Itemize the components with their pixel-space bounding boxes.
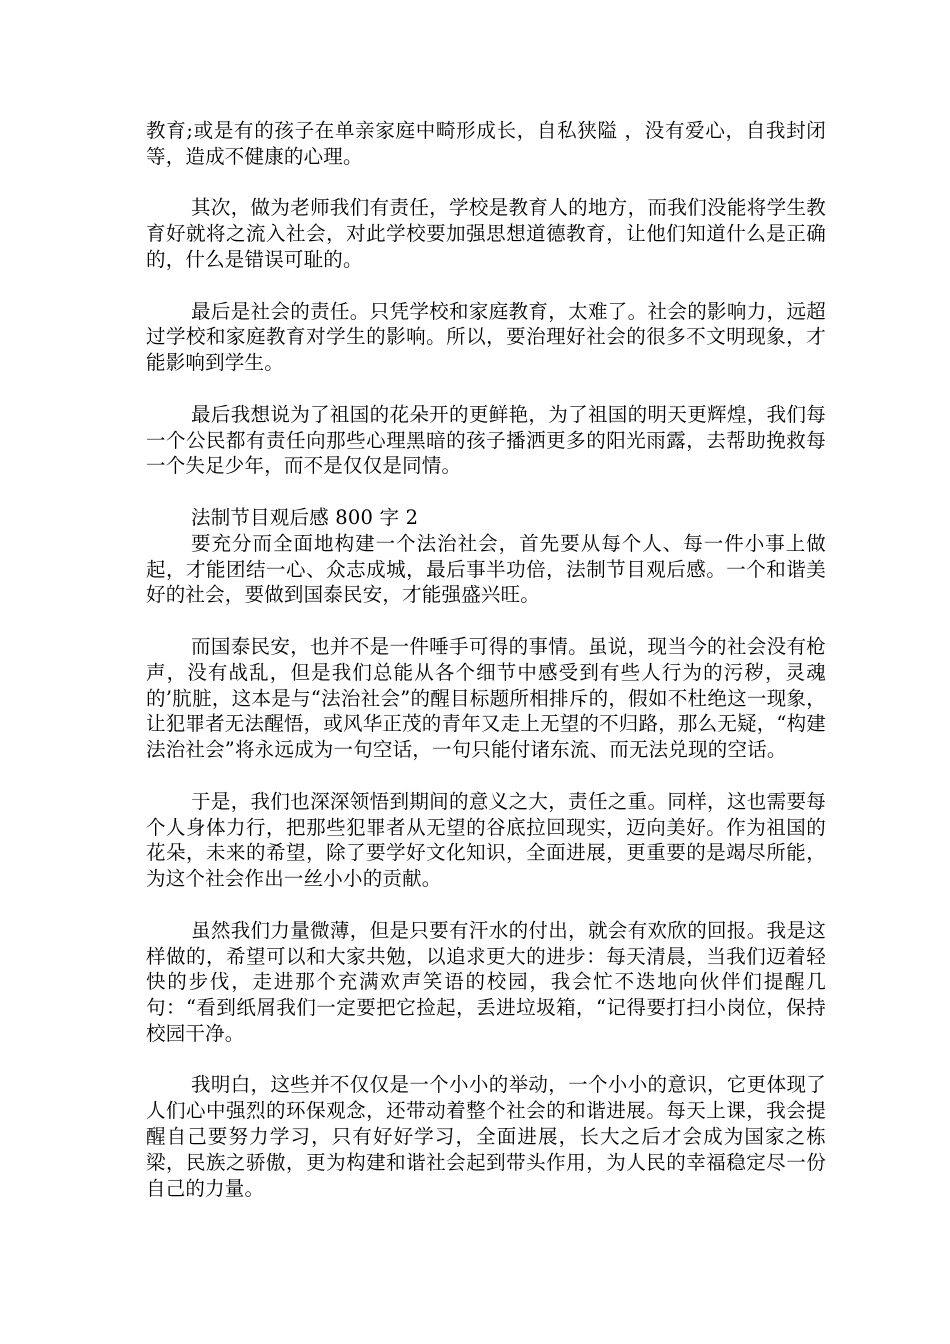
paragraph-closing-thoughts: 最后我想说为了祖国的花朵开的更鲜艳，为了祖国的明天更辉煌，我们每一个公民都有责任向那些心理黑暗的孩子播洒更多的阳光雨露，去帮助挽救每一个失足少年，而不是仅仅是同情。: [146, 402, 826, 478]
paragraph-society-responsibility: 最后是社会的责任。只凭学校和家庭教育，太难了。社会的影响力，远超过学校和家庭教育对学生的影响。所以，要治理好社会的很多不文明现象，才能影响到学生。: [146, 299, 826, 375]
document-body: [146, 118, 826, 1227]
paragraph-teacher-responsibility: 其次，做为老师我们有责任，学校是教育人的地方，而我们没能将学生教育好就将之流入社会，对此学校要加强思想道德教育，让他们知道什么是正确的，什么是错误可耻的。: [146, 196, 826, 271]
paragraph-peace-and-prosperity: 而国泰民安，也并不是一件唾手可得的事情。虽说，现当今的社会没有枪声，没有战乱，但是我们总能从各个细节中感受到有些人行为的污秽，灵魂的’肮脏，这本是与“法治社会”的醒目标题所相排斥的，假如不杜绝这一现象，让犯罪者无法醒悟，或风华正茂的青年又走上无望的不归路，那么无疑，“构建法治社会”将永远成为一句空话，一句只能付诸东流、而无法兑现的空话。: [146, 634, 826, 762]
paragraph-small-contribution: 虽然我们力量微薄，但是只要有汗水的付出，就会有欢欣的回报。我是这样做的，希望可以和大家共勉，以追求更大的进步：每天清晨，当我们迈着轻快的步伐，走进那个充满欢声笑语的校园，我会忙不迭地向伙伴们提醒几句：“看到纸屑我们一定要把它捡起，丢进垃圾箱，“记得要打扫小岗位，保持校园干净。: [146, 918, 826, 1045]
paragraph-continuation: 教育;或是有的孩子在单亲家庭中畸形成长，自私狭隘 ，没有爱心，自我封闭等，造成不健康的心理。: [146, 119, 826, 168]
paragraph-environmental-awareness: 我明白，这些并不仅仅是一个小小的举动，一个小小的意识，它更体现了人们心中强烈的环保观念，还带动着整个社会的和谐进展。每天上课，我会提醒自己要努力学习，只有好好学习，全面进展，长大之后才会成为国家之栋梁，民族之骄傲，更为构建和谐社会起到带头作用，为人民的幸福稳定尽一份自己的力量。: [146, 1073, 826, 1200]
paragraph-build-rule-of-law: 要充分而全面地构建一个法治社会，首先要从每个人、每一件小事上做起，才能团结一心、众志成城，最后事半功倍，法制节目观后感。一个和谐美好的社会，要做到国泰民安，才能强盛兴旺。: [146, 531, 826, 607]
paragraph-meaning-and-duty: 于是，我们也深深领悟到期间的意义之大，责任之重。同样，这也需要每个人身体力行，把那些犯罪者从无望的谷底拉回现实，迈向美好。作为祖国的花朵，未来的希望，除了要学好文化知识，全面进展，更重要的是竭尽所能，为这个社会作出一丝小小的贡献。: [146, 789, 826, 891]
section-heading: 法制节目观后感 800 字 2: [191, 505, 419, 529]
